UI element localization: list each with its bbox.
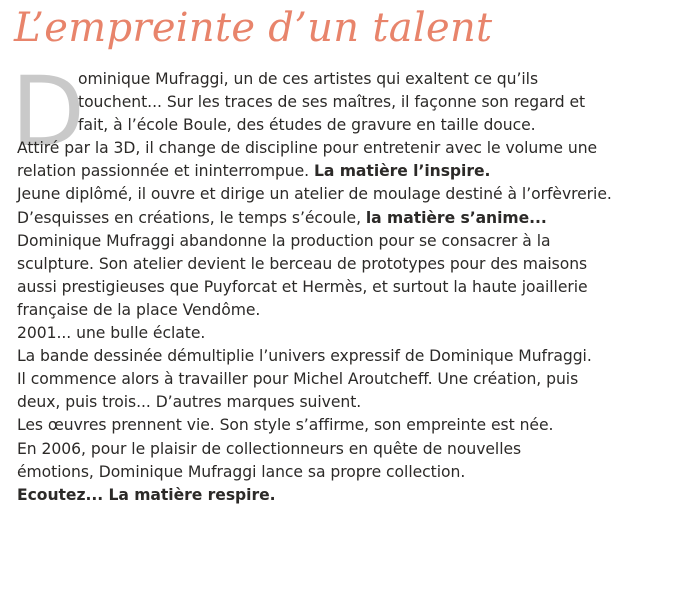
body-line: française de la place Vendôme. — [17, 300, 261, 319]
body-line: La bande dessinée démultiplie l’univers expressif de Dominique Mufraggi. — [17, 347, 592, 366]
body-line: En 2006, pour le plaisir de collectionneurs en quête de nouvelles — [17, 439, 522, 458]
body-line: 2001... une bulle éclate. — [17, 324, 206, 343]
body-line: Il commence alors à travailler pour Michel Aroutcheff. Une création, puis — [17, 370, 579, 389]
closing-phrase: Ecoutez... La matière respire. — [17, 485, 276, 504]
body-line: fait, à l’école Boule, des études de gravure en taille douce. — [78, 116, 536, 135]
drop-cap-letter: D — [11, 56, 85, 168]
body-line: Les œuvres prennent vie. Son style s’affirme, son empreinte est née. — [17, 416, 554, 435]
body-line: ominique Mufraggi, un de ces artistes qui exaltent ce qu’ils — [78, 70, 539, 88]
body-line: deux, puis trois... D’autres marques suivent. — [17, 393, 362, 412]
body-line: touchent... Sur les traces de ses maîtres, il façonne son regard et — [78, 93, 586, 112]
emphasis-phrase: la matière s’anime... — [365, 208, 547, 227]
body-line: sculpture. Son atelier devient le berceau de prototypes pour des maisons — [17, 254, 588, 273]
body-line — [17, 484, 683, 507]
body-line: Attiré par la 3D, il change de discipline pour entretenir avec le volume une — [17, 139, 598, 158]
body-line: D’esquisses en créations, le temps s’écoule, la matière s’anime... — [17, 208, 547, 227]
body-line: Jeune diplômé, il ouvre et dirige un atelier de moulage destiné à l’orfèvrerie. — [17, 185, 612, 204]
article-body — [17, 68, 683, 507]
body-line: émotions, Dominique Mufraggi lance sa propre collection. — [17, 462, 466, 481]
body-line: aussi prestigieuses que Puyforcat et Hermès, et surtout la haute joaillerie — [17, 277, 588, 296]
emphasis-phrase: La matière l’inspire. — [314, 162, 491, 181]
article-title: L’empreinte d’un talent — [14, 5, 493, 51]
body-line: relation passionnée et ininterrompue. La matière l’inspire. — [17, 162, 491, 181]
body-line: Dominique Mufraggi abandonne la production pour se consacrer à la — [17, 231, 551, 250]
